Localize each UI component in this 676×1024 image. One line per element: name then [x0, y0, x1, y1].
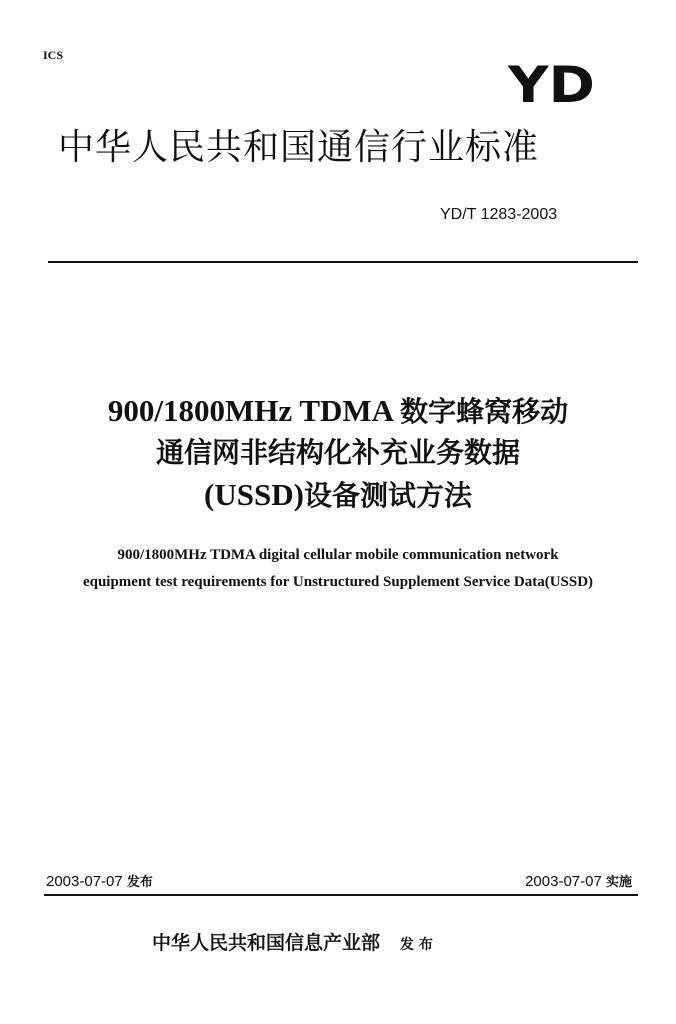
standard-category: 中华人民共和国通信行业标准 [58, 127, 540, 168]
title-english [0, 542, 676, 596]
issue-date-label: 发布 [126, 875, 153, 890]
issuer-name: 中华人民共和国信息产业部 [152, 932, 381, 954]
title-cn-line-2: 通信网非结构化补充业务数据 [155, 436, 520, 469]
issue-date-value: 2003-07-07 [46, 873, 127, 890]
issuing-authority [152, 928, 433, 955]
title-cn-line-1-latin: 900/1800MHz TDMA [107, 393, 401, 428]
issue-date [46, 871, 153, 890]
title-en-line-1: 900/1800MHz TDMA digital cellular mobile communication network [117, 547, 559, 563]
title-cn-line-1 [0, 390, 676, 432]
title-chinese [0, 390, 676, 516]
issuer-suffix: 发 布 [400, 937, 433, 953]
bottom-divider [44, 894, 638, 896]
implementation-date [525, 871, 632, 890]
top-divider [48, 261, 638, 263]
title-cn-line-3 [0, 474, 676, 516]
title-cn-line-3-latin: (USSD) [204, 477, 304, 512]
title-cn-line-3-cn: 设备测试方法 [303, 479, 472, 512]
yd-logo: YD [508, 56, 596, 114]
standard-number: YD/T 1283-2003 [440, 206, 558, 223]
implementation-date-value: 2003-07-07 [525, 873, 606, 890]
title-en-line-2: equipment test requirements for Unstructured Supplement Service Data(USSD) [82, 574, 594, 590]
title-cn-line-1-cn: 数字蜂窝移动 [400, 395, 569, 428]
ics-label: ICS [43, 48, 64, 62]
implementation-date-label: 实施 [605, 875, 632, 890]
